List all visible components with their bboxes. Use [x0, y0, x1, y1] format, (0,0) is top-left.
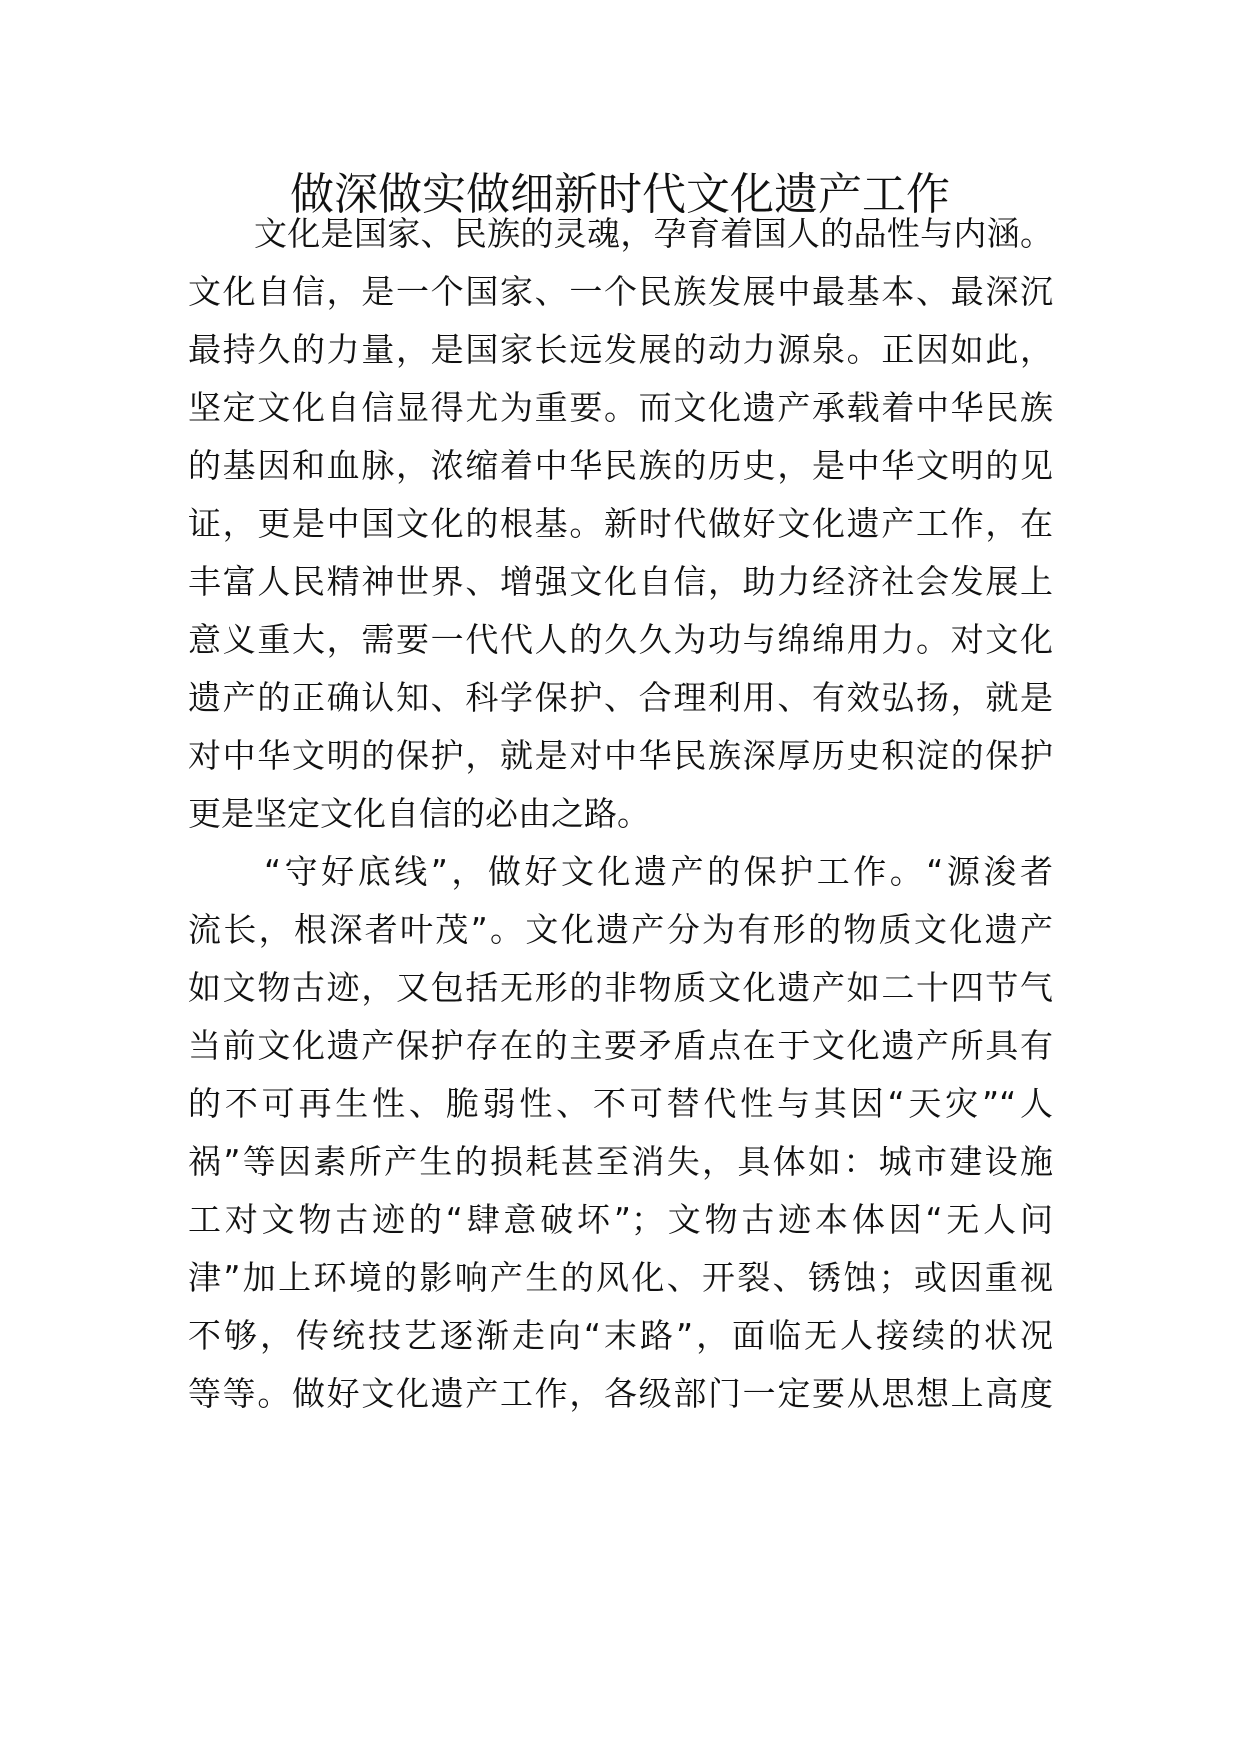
paragraph-line: 等等。做好文化遗产工作，各级部门一定要从思想上高度	[188, 1374, 1053, 1413]
paragraph-line: 文化是国家、民族的灵魂，孕育着国人的品性与内涵。	[254, 214, 1053, 253]
paragraph-line: 不够，传统技艺逐渐走向“末路”，面临无人接续的状况	[188, 1316, 1053, 1355]
paragraph-line: 遗产的正确认知、科学保护、合理利用、有效弘扬，就是	[188, 678, 1053, 717]
paragraph-line: 的基因和血脉，浓缩着中华民族的历史，是中华文明的见	[188, 446, 1053, 485]
paragraph-line: 工对文物古迹的“肆意破坏”；文物古迹本体因“无人问	[188, 1200, 1053, 1239]
paragraph-line: 祸”等因素所产生的损耗甚至消失，具体如：城市建设施	[188, 1142, 1053, 1181]
paragraph-line: 如文物古迹，又包括无形的非物质文化遗产如二十四节气	[188, 968, 1053, 1007]
paragraph-line: 流长，根深者叶茂”。文化遗产分为有形的物质文化遗产	[188, 910, 1053, 949]
paragraph-line: 丰富人民精神世界、增强文化自信，助力经济社会发展上	[188, 562, 1053, 601]
paragraph-line: 坚定文化自信显得尤为重要。而文化遗产承载着中华民族	[188, 388, 1053, 427]
paragraph-line: 证，更是中国文化的根基。新时代做好文化遗产工作，在	[188, 504, 1053, 543]
paragraph-line: 意义重大，需要一代代人的久久为功与绵绵用力。对文化	[188, 620, 1053, 659]
paragraph-line: 文化自信，是一个国家、一个民族发展中最基本、最深沉	[188, 272, 1053, 311]
document-title: 做深做实做细新时代文化遗产工作	[290, 169, 950, 220]
paragraph-line: 最持久的力量，是国家长远发展的动力源泉。正因如此，	[188, 330, 1053, 369]
paragraph-line: 对中华文明的保护，就是对中华民族深厚历史积淀的保护	[188, 736, 1053, 775]
paragraph-line: 津”加上环境的影响产生的风化、开裂、锈蚀；或因重视	[188, 1258, 1053, 1297]
paragraph-line: “守好底线”，做好文化遗产的保护工作。“源浚者	[264, 852, 1053, 891]
paragraph-line: 当前文化遗产保护存在的主要矛盾点在于文化遗产所具有	[188, 1026, 1053, 1065]
paragraph-line: 的不可再生性、脆弱性、不可替代性与其因“天灾”“人	[188, 1084, 1053, 1123]
paragraph-line: 更是坚定文化自信的必由之路。	[188, 794, 650, 833]
